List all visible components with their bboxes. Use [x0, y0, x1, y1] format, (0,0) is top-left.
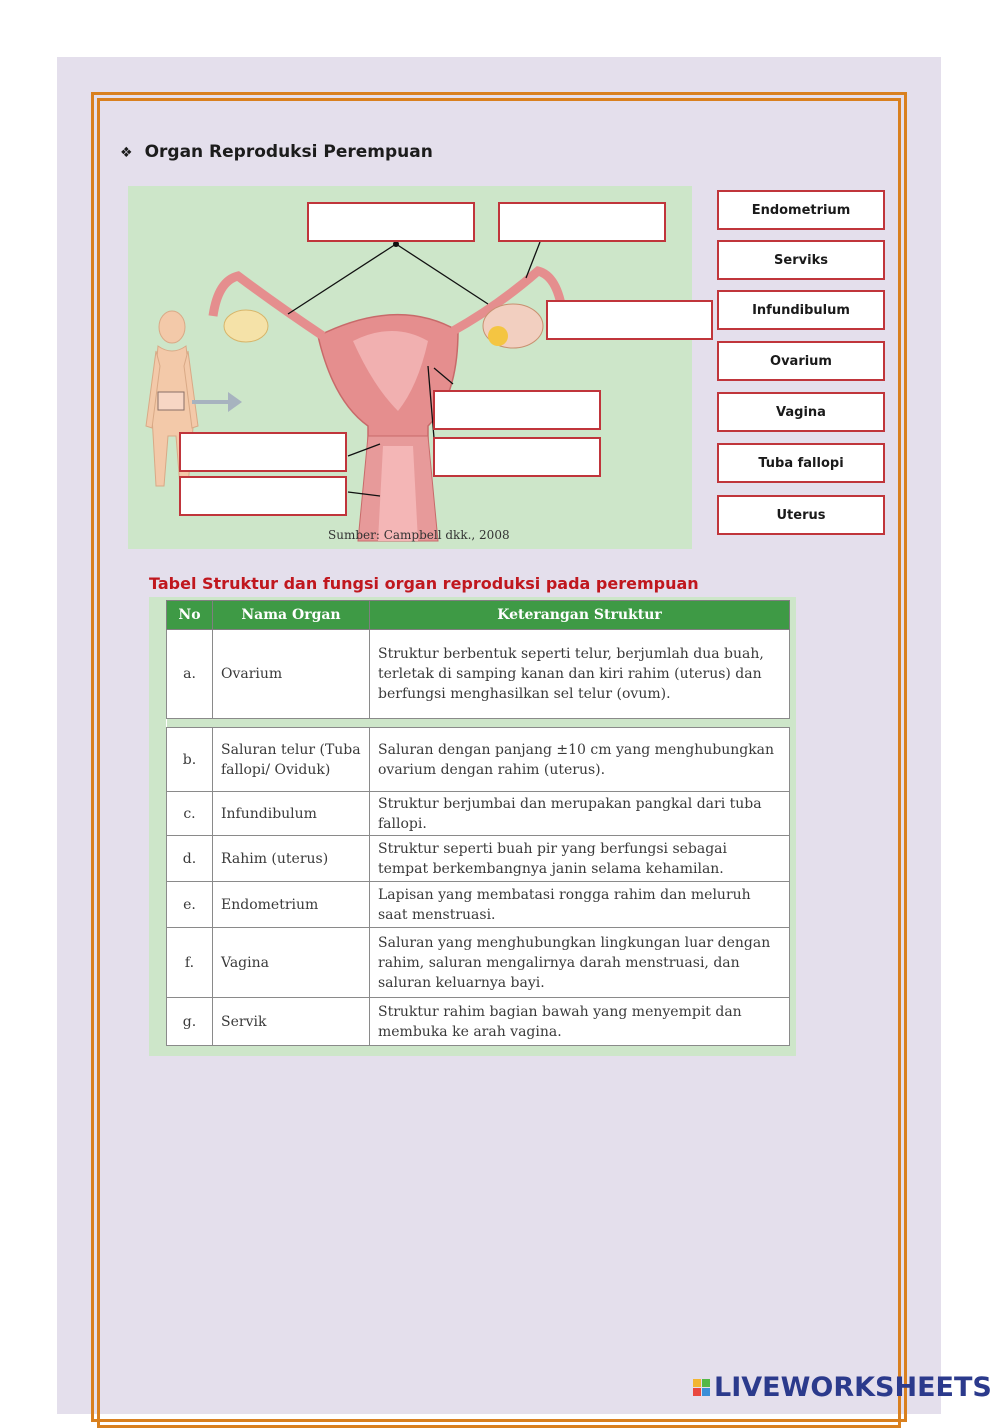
source-caption: Sumber: Campbell dkk., 2008	[328, 528, 510, 542]
table-row	[167, 882, 790, 928]
table-header-row	[167, 601, 790, 630]
header-no: No	[167, 601, 213, 630]
table-title: Tabel Struktur dan fungsi organ reproduksi pada perempuan	[149, 574, 699, 593]
header-organ-name: Nama Organ	[213, 601, 370, 630]
answer-box-2[interactable]	[498, 202, 666, 242]
row-description: Struktur seperti buah pir yang berfungsi sebagai tempat berkembangnya janin selama kehamilan.	[370, 836, 790, 882]
answer-box-4[interactable]	[433, 390, 601, 430]
row-no: f.	[167, 928, 213, 998]
row-no: b.	[167, 728, 213, 792]
organ-structure-table	[166, 600, 790, 1046]
answer-box-7[interactable]	[179, 476, 347, 516]
table-row	[167, 728, 790, 792]
row-organ-name: Servik	[213, 998, 370, 1046]
row-no: d.	[167, 836, 213, 882]
answer-box-3[interactable]	[546, 300, 713, 340]
table-row	[167, 792, 790, 836]
arrow-right-icon	[192, 392, 242, 412]
reproductive-diagram	[128, 186, 692, 549]
word-card-uterus[interactable]: Uterus	[717, 495, 885, 535]
row-description: Saluran dengan panjang ±10 cm yang menghubungkan ovarium dengan rahim (uterus).	[370, 728, 790, 792]
word-card-serviks[interactable]: Serviks	[717, 240, 885, 280]
liveworksheets-logo[interactable]	[693, 1372, 992, 1403]
row-no: g.	[167, 998, 213, 1046]
row-no: a.	[167, 630, 213, 719]
row-description: Struktur berjumbai dan merupakan pangkal dari tuba fallopi.	[370, 792, 790, 836]
row-organ-name: Ovarium	[213, 630, 370, 719]
liveworksheets-logo-icon	[693, 1379, 710, 1396]
word-card-tuba-fallopi[interactable]: Tuba fallopi	[717, 443, 885, 483]
row-organ-name: Infundibulum	[213, 792, 370, 836]
section-heading-text: Organ Reproduksi Perempuan	[144, 142, 433, 162]
table-background	[149, 597, 796, 1056]
diamond-bullet-icon: ❖	[120, 145, 133, 161]
table-row	[167, 928, 790, 998]
table-gap	[167, 719, 790, 728]
table-row	[167, 836, 790, 882]
header-structure: Keterangan Struktur	[370, 601, 790, 630]
answer-box-5[interactable]	[433, 437, 601, 477]
word-card-infundibulum[interactable]: Infundibulum	[717, 290, 885, 330]
table-row	[167, 998, 790, 1046]
liveworksheets-logo-text: LIVEWORKSHEETS	[714, 1372, 992, 1403]
left-ovary	[224, 310, 268, 342]
row-organ-name: Rahim (uterus)	[213, 836, 370, 882]
answer-box-6[interactable]	[179, 432, 347, 472]
row-no: e.	[167, 882, 213, 928]
row-organ-name: Endometrium	[213, 882, 370, 928]
word-card-vagina[interactable]: Vagina	[717, 392, 885, 432]
row-description: Struktur berbentuk seperti telur, berjumlah dua buah, terletak di samping kanan dan kiri rahim (uterus) dan berfungsi menghasilkan sel telur (ovum).	[370, 630, 790, 719]
answer-box-1[interactable]	[307, 202, 475, 242]
row-no: c.	[167, 792, 213, 836]
pelvis-marker	[158, 392, 184, 410]
row-description: Saluran yang menghubungkan lingkungan luar dengan rahim, saluran mengalirnya darah menstruasi, dan saluran keluarnya bayi.	[370, 928, 790, 998]
table-row	[167, 630, 790, 719]
section-heading	[120, 142, 433, 162]
row-organ-name: Vagina	[213, 928, 370, 998]
row-description: Lapisan yang membatasi rongga rahim dan meluruh saat menstruasi.	[370, 882, 790, 928]
word-card-endometrium[interactable]: Endometrium	[717, 190, 885, 230]
row-description: Struktur rahim bagian bawah yang menyempit dan membuka ke arah vagina.	[370, 998, 790, 1046]
row-organ-name: Saluran telur (Tuba fallopi/ Oviduk)	[213, 728, 370, 792]
word-card-ovarium[interactable]: Ovarium	[717, 341, 885, 381]
